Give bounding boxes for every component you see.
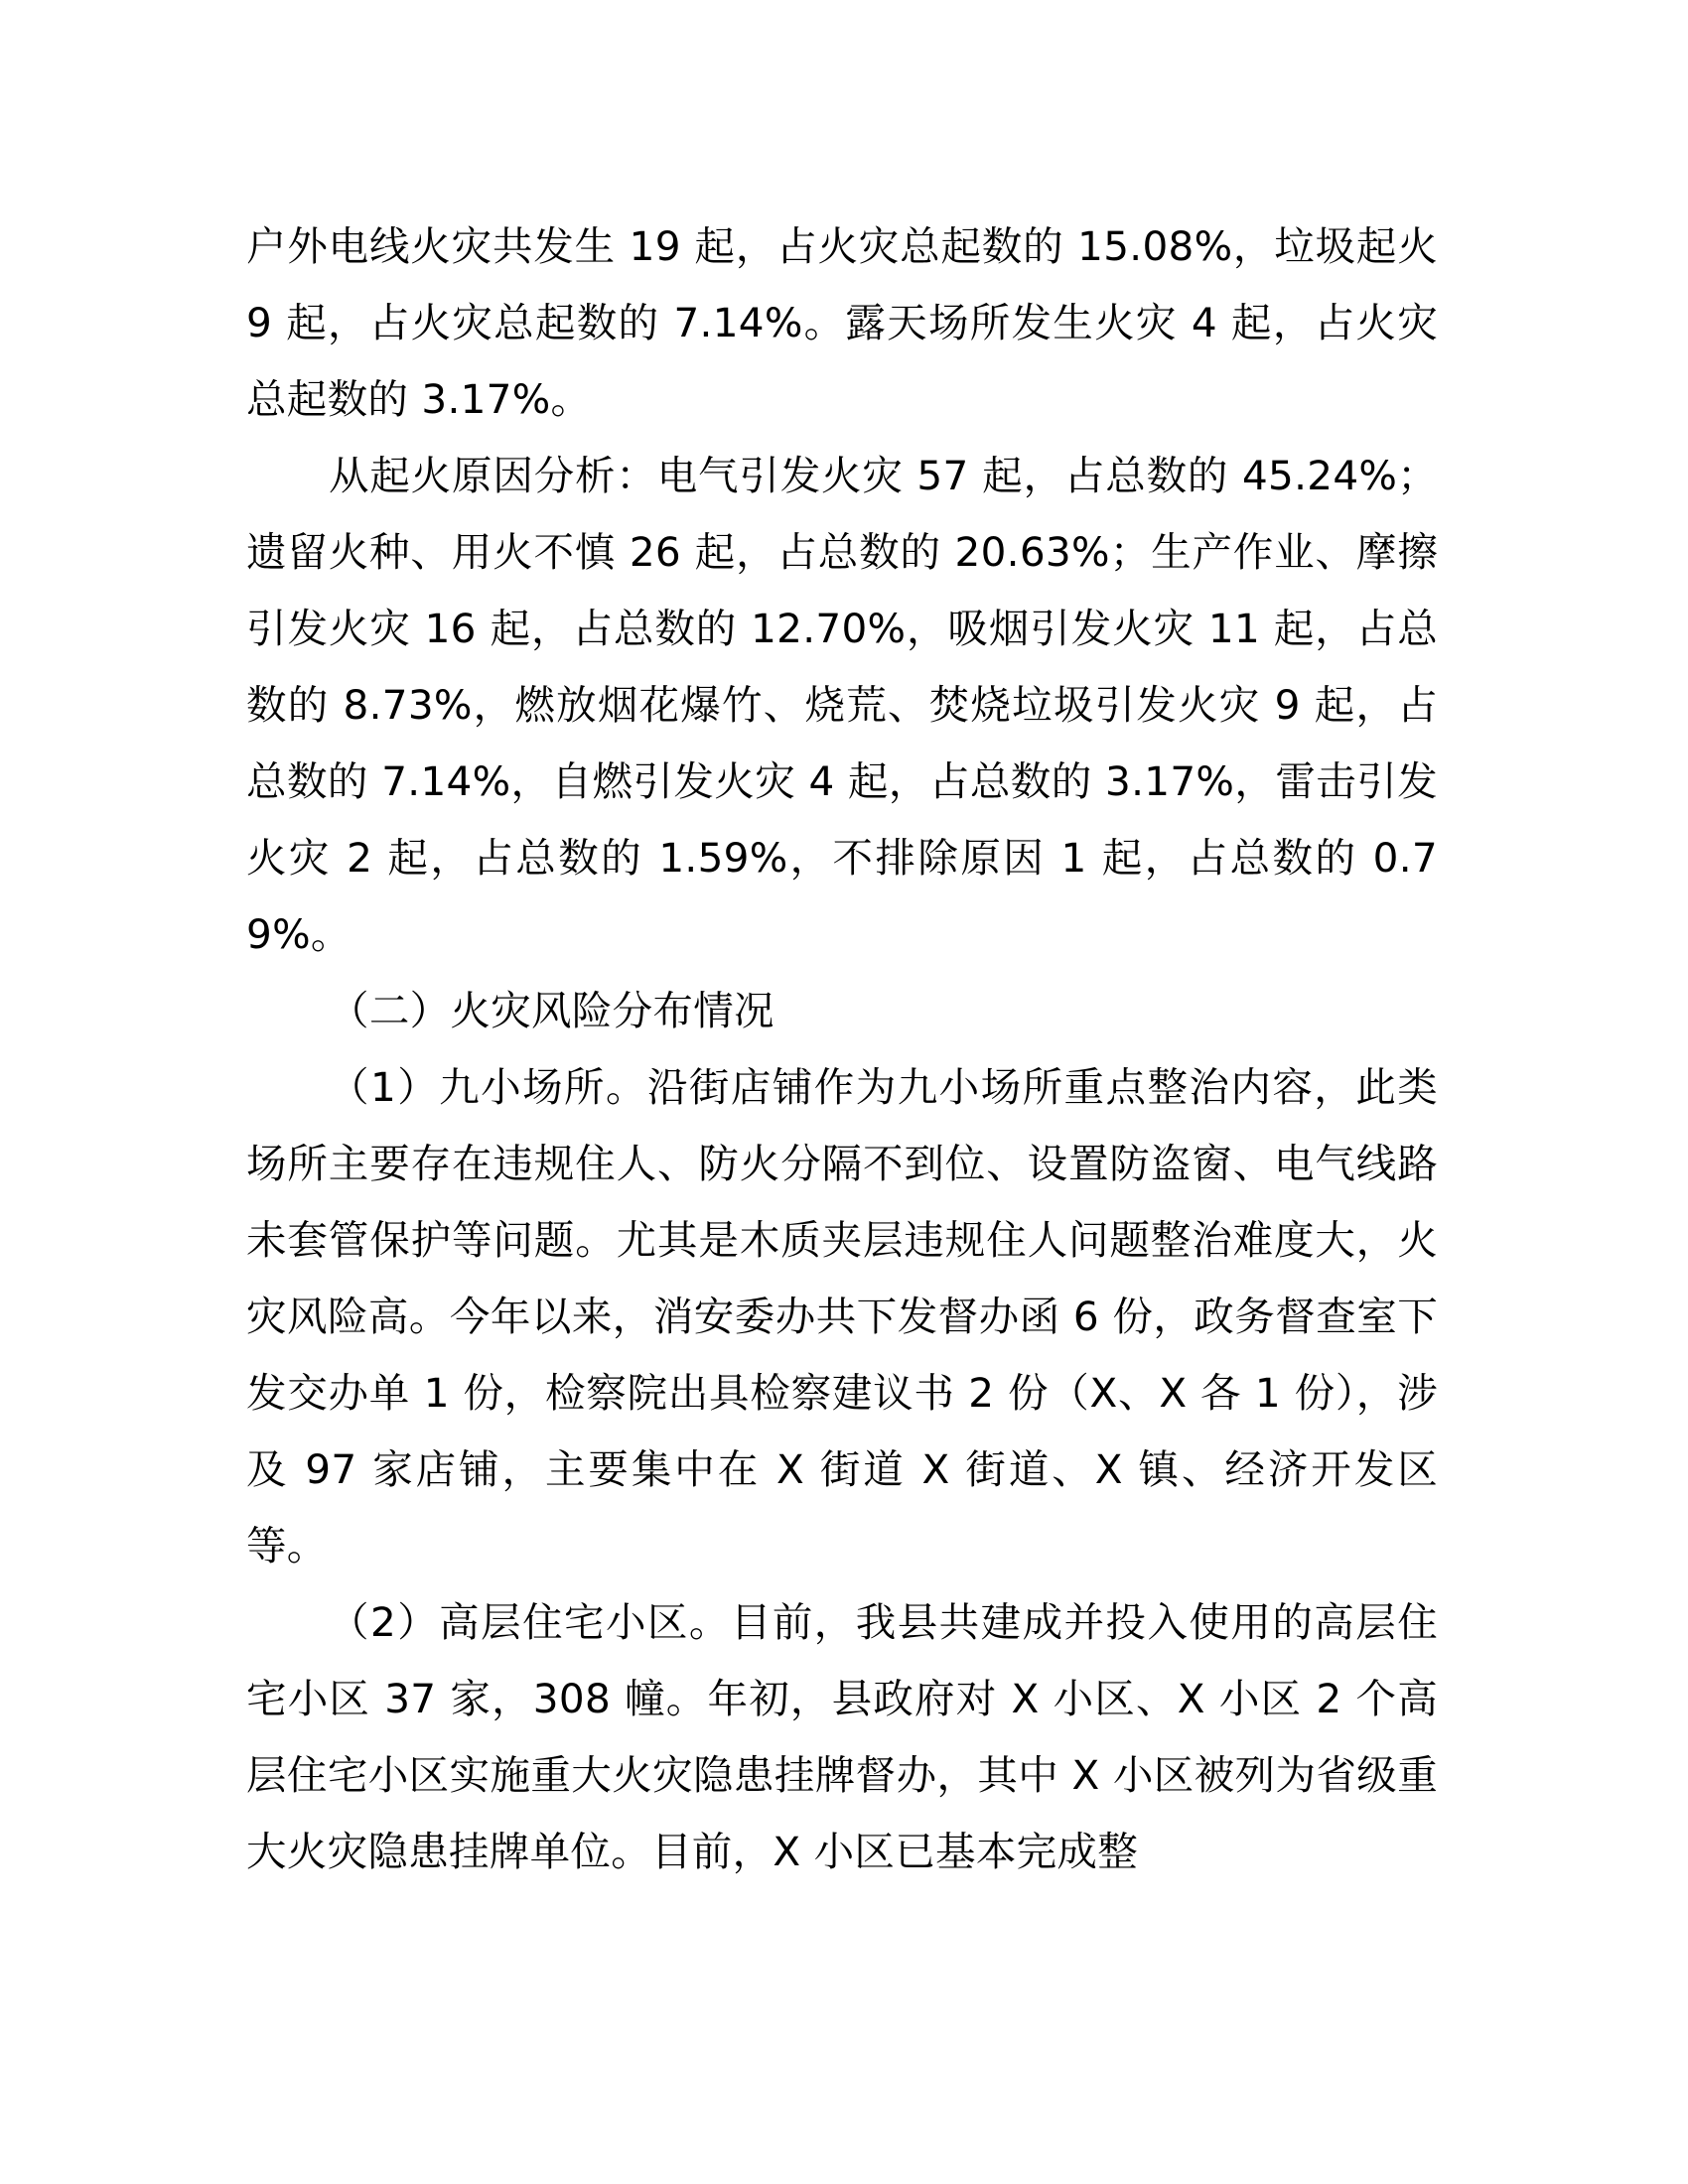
paragraph-nine-small-venues: （1）九小场所。沿街店铺作为九小场所重点整治内容，此类场所主要存在违规住人、防火分隔不到位、设置防盗窗、电气线路未套管保护等问题。尤其是木质夹层违规住人问题整治难度大，火灾风险高。今年以来，消安委办共下发督办函 6 份，政务督查室下发交办单 1 份，检察院出具检察建议书 2 份（X、X 各 1 份），涉及 97 家店铺，主要集中在 X 街道 X 街道、X 镇、经济开发区等。: [246, 1063, 1438, 1570]
paragraph-outdoor-wire-fires: 户外电线火灾共发生 19 起，占火灾总起数的 15.08%，垃圾起火 9 起，占火灾总起数的 7.14%。露天场所发生火灾 4 起，占火灾总起数的 3.17%。: [246, 222, 1438, 423]
document-body: [246, 208, 1438, 1890]
paragraph-high-rise-residential: （2）高层住宅小区。目前，我县共建成并投入使用的高层住宅小区 37 家，308 幢。年初，县政府对 X 小区、X 小区 2 个高层住宅小区实施重大火灾隐患挂牌督办，其中 X 小区被列为省级重大火灾隐患挂牌单位。目前，X 小区已基本完成整: [246, 1598, 1438, 1875]
section-heading-fire-risk-distribution: （二）火灾风险分布情况: [329, 987, 774, 1034]
paragraph-fire-cause-analysis: 从起火原因分析：电气引发火灾 57 起，占总数的 45.24%；遗留火种、用火不慎 26 起，占总数的 20.63%；生产作业、摩擦引发火灾 16 起，占总数的 12.70%，吸烟引发火灾 11 起，占总数的 8.73%，燃放烟花爆竹、烧荒、焚烧垃圾引发火灾 9 起，占总数的 7.14%，自燃引发火灾 4 起，占总数的 3.17%，雷击引发火灾 2 起，占总数的 1.59%，不排除原因 1 起，占总数的 0.79%。: [246, 452, 1438, 958]
